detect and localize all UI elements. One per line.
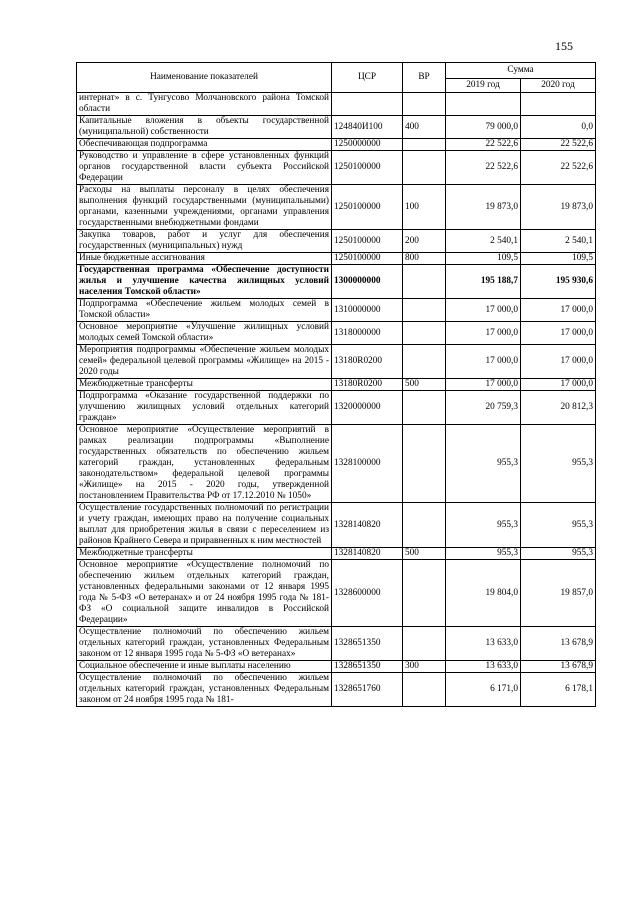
table-row: [77, 661, 596, 673]
header-csr: ЦСР: [332, 63, 403, 93]
row-name: Расходы на выплаты персоналу в целях обеспечения выполнения функций государственными (муниципальными) органами, казенными учреждениями, органами управления государственными внебюджетными фондами: [77, 185, 332, 230]
row-name: интернат» в с. Тунгусово Молчановского района Томской области: [77, 93, 332, 116]
row-name: Иные бюджетные ассигнования: [77, 253, 332, 265]
table-row: [77, 560, 596, 627]
table-row: [77, 503, 596, 548]
row-sum-2019: 17 000,0: [446, 379, 521, 391]
row-vr-code: [403, 93, 446, 116]
row-sum-2020: 955,3: [521, 503, 596, 548]
row-sum-2020: [521, 93, 596, 116]
row-csr-code: 1328651760: [332, 673, 403, 707]
row-vr-code: [403, 425, 446, 503]
row-csr-code: 13180R0200: [332, 379, 403, 391]
row-sum-2019: 79 000,0: [446, 116, 521, 139]
table-row: [77, 116, 596, 139]
row-name: Межбюджетные трансферты: [77, 379, 332, 391]
table-row: [77, 93, 596, 116]
row-sum-2019: 955,3: [446, 503, 521, 548]
row-vr-code: 200: [403, 230, 446, 253]
row-sum-2020: 955,3: [521, 425, 596, 503]
row-name: Основное мероприятие «Осуществление полномочий по обеспечению жильем отдельных категорий граждан, установленных федеральными законами от 12 января 1995 года № 5-ФЗ «О ветеранах» и от 24 ноября 1995 года № 181-ФЗ «О социальной защите инвалидов в Российской Федерации»: [77, 560, 332, 627]
table-body: [77, 93, 596, 707]
row-csr-code: 13180R0200: [332, 345, 403, 379]
table-row: [77, 391, 596, 425]
row-csr-code: 1300000000: [332, 265, 403, 299]
row-vr-code: 400: [403, 116, 446, 139]
row-name: Закупка товаров, работ и услуг для обеспечения государственных (муниципальных) нужд: [77, 230, 332, 253]
row-sum-2020: 13 678,9: [521, 627, 596, 661]
row-sum-2020: 17 000,0: [521, 322, 596, 345]
row-sum-2020: 2 540,1: [521, 230, 596, 253]
table-row: [77, 185, 596, 230]
row-sum-2019: [446, 93, 521, 116]
row-csr-code: 1250000000: [332, 139, 403, 151]
row-csr-code: 1328140820: [332, 548, 403, 560]
row-csr-code: 1310000000: [332, 299, 403, 322]
table-row: [77, 627, 596, 661]
row-vr-code: [403, 627, 446, 661]
table-header: [77, 63, 596, 93]
header-vr: ВР: [403, 63, 446, 93]
row-name: Осуществление полномочий по обеспечению жильем отдельных категорий граждан, установленных Федеральным законом от 24 ноября 1995 года № 181-: [77, 673, 332, 707]
row-vr-code: [403, 673, 446, 707]
row-vr-code: 800: [403, 253, 446, 265]
row-name: Подпрограмма «Обеспечение жильем молодых семей в Томской области»: [77, 299, 332, 322]
row-csr-code: 124840И100: [332, 116, 403, 139]
row-csr-code: 1318000000: [332, 322, 403, 345]
header-name: Наименование показателей: [77, 63, 332, 93]
page-number: 155: [555, 39, 573, 53]
table-row: [77, 345, 596, 379]
header-year-2020: 2020 год: [521, 79, 596, 93]
row-csr-code: 1250100000: [332, 185, 403, 230]
row-csr-code: 1250100000: [332, 253, 403, 265]
row-sum-2020: 20 812,3: [521, 391, 596, 425]
row-sum-2020: 19 873,0: [521, 185, 596, 230]
row-name: Осуществление государственных полномочий по регистрации и учету граждан, имеющих право на получение социальных выплат для приобретения жилья в связи с переселением из районов Крайнего Севера и приравненных к ним местностей: [77, 503, 332, 548]
row-vr-code: [403, 299, 446, 322]
row-csr-code: 1328140820: [332, 503, 403, 548]
table-row: [77, 151, 596, 185]
row-csr-code: [332, 93, 403, 116]
row-sum-2019: 195 188,7: [446, 265, 521, 299]
row-vr-code: [403, 139, 446, 151]
row-csr-code: 1328100000: [332, 425, 403, 503]
row-name: Социальное обеспечение и иные выплаты населению: [77, 661, 332, 673]
table-row: [77, 379, 596, 391]
row-sum-2020: 17 000,0: [521, 345, 596, 379]
row-csr-code: 1320000000: [332, 391, 403, 425]
row-name: Капитальные вложения в объекты государственной (муниципальной) собственности: [77, 116, 332, 139]
row-sum-2019: 17 000,0: [446, 345, 521, 379]
row-sum-2020: 22 522,6: [521, 151, 596, 185]
row-sum-2020: 6 178,1: [521, 673, 596, 707]
row-vr-code: [403, 503, 446, 548]
row-vr-code: [403, 345, 446, 379]
row-name: Основное мероприятие «Осуществление мероприятий в рамках реализации подпрограммы «Выполнение государственных обязательств по обеспечению жильем категорий граждан, установленных федеральным законодательством» федеральной целевой программы «Жилище» на 2015 - 2020 годы, утвержденной постановлением Правительства РФ от 17.12.2010 № 1050»: [77, 425, 332, 503]
row-csr-code: 1328600000: [332, 560, 403, 627]
row-sum-2019: 13 633,0: [446, 627, 521, 661]
row-csr-code: 1328651350: [332, 661, 403, 673]
row-sum-2020: 17 000,0: [521, 299, 596, 322]
table-row: [77, 299, 596, 322]
table-row: [77, 673, 596, 707]
table-row: [77, 425, 596, 503]
row-sum-2020: 109,5: [521, 253, 596, 265]
row-name: Обеспечивающая подпрограмма: [77, 139, 332, 151]
row-name: Подпрограмма «Оказание государственной поддержки по улучшению жилищных условий отдельных категорий граждан»: [77, 391, 332, 425]
row-sum-2020: 13 678,9: [521, 661, 596, 673]
row-vr-code: 100: [403, 185, 446, 230]
row-sum-2019: 17 000,0: [446, 299, 521, 322]
row-csr-code: 1250100000: [332, 151, 403, 185]
table-row: [77, 230, 596, 253]
row-vr-code: [403, 391, 446, 425]
row-sum-2019: 22 522,6: [446, 139, 521, 151]
row-sum-2019: 955,3: [446, 548, 521, 560]
table-row: [77, 139, 596, 151]
row-name: Осуществление полномочий по обеспечению жильем отдельных категорий граждан, установленных Федеральным законом от 12 января 1995 года № 5-ФЗ «О ветеранах»: [77, 627, 332, 661]
row-sum-2019: 109,5: [446, 253, 521, 265]
table-row: [77, 548, 596, 560]
row-vr-code: 500: [403, 379, 446, 391]
header-year-2019: 2019 год: [446, 79, 521, 93]
row-csr-code: 1250100000: [332, 230, 403, 253]
row-sum-2019: 6 171,0: [446, 673, 521, 707]
budget-table: [76, 62, 596, 707]
row-name: Руководство и управление в сфере установленных функций органов государственной власти субъекта Российской Федерации: [77, 151, 332, 185]
row-vr-code: [403, 560, 446, 627]
row-name: Межбюджетные трансферты: [77, 548, 332, 560]
row-sum-2019: 13 633,0: [446, 661, 521, 673]
row-vr-code: [403, 151, 446, 185]
row-sum-2019: 20 759,3: [446, 391, 521, 425]
row-sum-2020: 22 522,6: [521, 139, 596, 151]
row-sum-2019: 955,3: [446, 425, 521, 503]
row-vr-code: 500: [403, 548, 446, 560]
row-name: Основное мероприятие «Улучшение жилищных условий молодых семей Томской области»: [77, 322, 332, 345]
row-sum-2019: 22 522,6: [446, 151, 521, 185]
row-name: Государственная программа «Обеспечение доступности жилья и улучшение качества жилищных условий населения Томской области»: [77, 265, 332, 299]
row-sum-2020: 19 857,0: [521, 560, 596, 627]
row-sum-2019: 19 804,0: [446, 560, 521, 627]
row-vr-code: [403, 265, 446, 299]
row-sum-2020: 0,0: [521, 116, 596, 139]
row-name: Мероприятия подпрограммы «Обеспечение жильем молодых семей» федеральной целевой программы «Жилище» на 2015 - 2020 годы: [77, 345, 332, 379]
row-sum-2020: 955,3: [521, 548, 596, 560]
row-sum-2019: 2 540,1: [446, 230, 521, 253]
table-row: [77, 322, 596, 345]
header-sum: Сумма: [446, 63, 596, 79]
row-sum-2020: 17 000,0: [521, 379, 596, 391]
row-vr-code: 300: [403, 661, 446, 673]
row-sum-2019: 17 000,0: [446, 322, 521, 345]
table-row: [77, 253, 596, 265]
table-row: [77, 265, 596, 299]
row-vr-code: [403, 322, 446, 345]
row-sum-2020: 195 930,6: [521, 265, 596, 299]
row-sum-2019: 19 873,0: [446, 185, 521, 230]
row-csr-code: 1328651350: [332, 627, 403, 661]
